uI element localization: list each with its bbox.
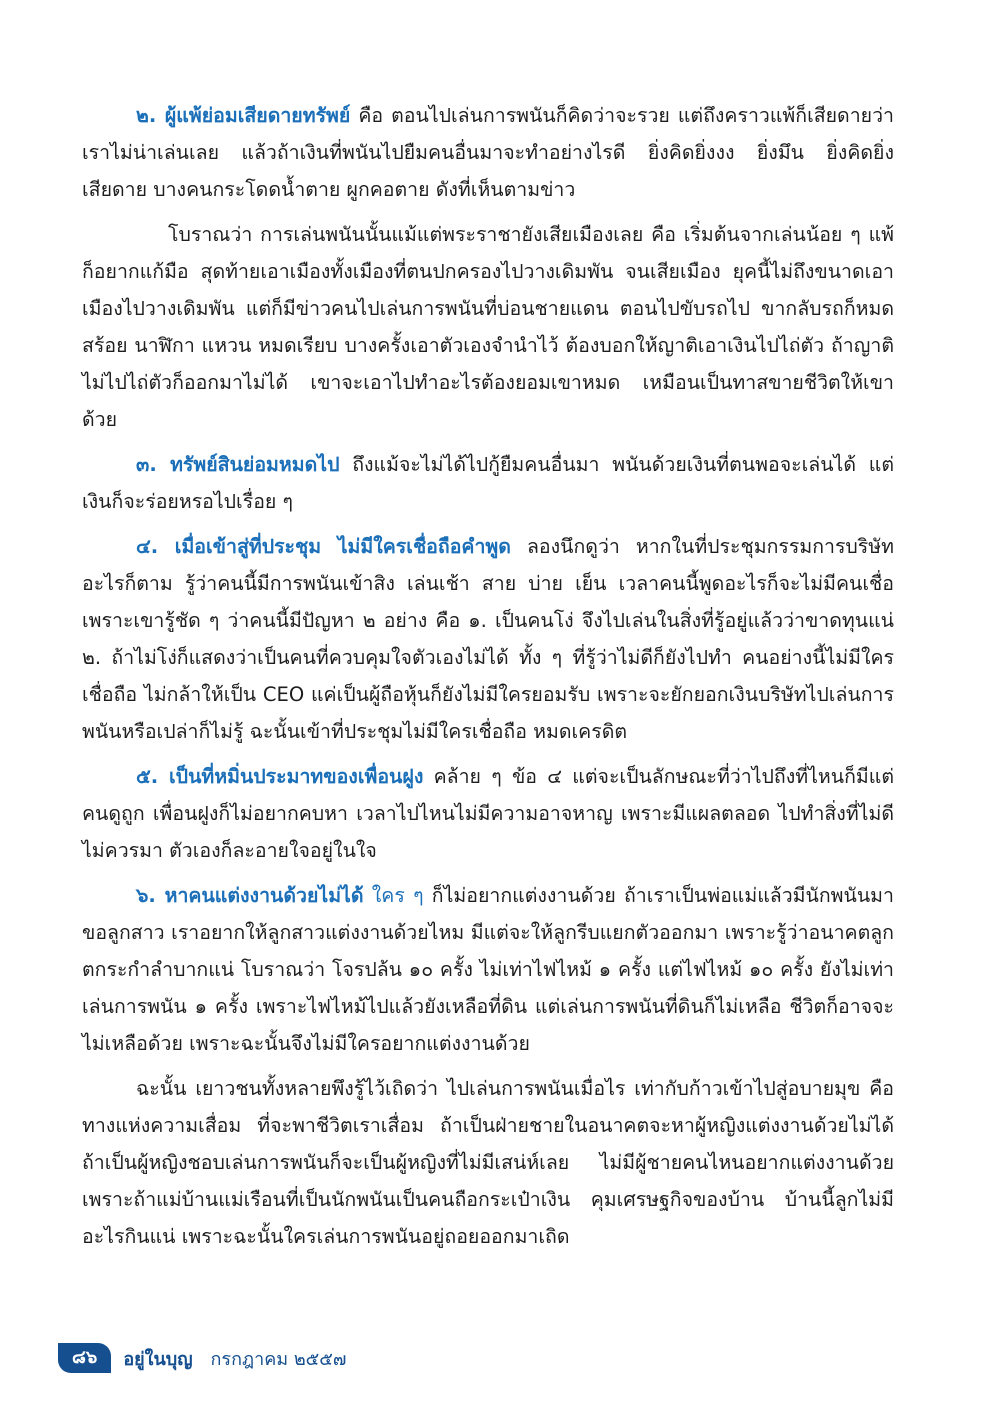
article-body	[82, 97, 894, 1263]
heading-item-5: ๕. เป็นที่หมิ่นประมาทของเพื่อนฝูง	[136, 765, 424, 788]
paragraph-text: โบราณว่า การเล่นพนันนั้นแม้แต่พระราชายังเสียเมืองเลย คือ เริ่มต้นจากเล่นน้อย ๆ แพ้ก็อยากแก้มือ สุดท้ายเอาเมืองทั้งเมืองที่ตนปกครองไปวางเดิมพัน จนเสียเมือง ยุคนี้ไม่ถึงขนาดเอาเมืองไปวางเดิมพัน แต่ก็มีข่าวคนไปเล่นการพนันที่บ่อนชายแดน ตอนไปขับรถไป ขากลับรถก็หมด สร้อย นาฬิกา แหวน หมดเรียบ บางครั้งเอาตัวเองจำนำไว้ ต้องบอกให้ญาติเอาเงินไปไถ่ตัว ถ้าญาติไม่ไปไถ่ตัวก็ออกมาไม่ได้ เขาจะเอาไปทำอะไรต้องยอมเขาหมด เหมือนเป็นทาสขายชีวิตให้เขาด้วย	[82, 223, 894, 431]
paragraph-text: ถึงแม้จะไม่ได้ไปกู้ยืมคนอื่นมา พนันด้วยเงินที่ตนพอจะเล่นได้ แต่เงินก็จะร่อยหรอไปเรื่อย ๆ	[82, 453, 894, 513]
paragraph-text: ก็ไม่อยากแต่งงานด้วย ถ้าเราเป็นพ่อแม่แล้วมีนักพนันมาขอลูกสาว เราอยากให้ลูกสาวแต่งงานด้วยไหม มีแต่จะให้ลูกรีบแยกตัวออกมา เพราะรู้ว่าอนาคตลูกตกระกำลำบากแน่ โบราณว่า โจรปล้น ๑๐ ครั้ง ไม่เท่าไฟไหม้ ๑ ครั้ง แต่ไฟไหม้ ๑๐ ครั้ง ยังไม่เท่าเล่นการพนัน ๑ ครั้ง เพราะไฟไหม้ไปแล้วยังเหลือที่ดิน แต่เล่นการพนันที่ดินก็ไม่เหลือ ชีวิตก็อาจจะไม่เหลือด้วย เพราะฉะนั้นจึงไม่มีใครอยากแต่งงานด้วย	[82, 884, 894, 1055]
heading-item-2: ๒. ผู้แพ้ย่อมเสียดายทรัพย์	[136, 104, 351, 127]
heading-item-3: ๓. ทรัพย์สินย่อมหมดไป	[136, 453, 340, 476]
page-number-badge: ๘๖	[58, 1343, 111, 1373]
paragraph-5	[82, 758, 894, 869]
paragraph-text: ฉะนั้น เยาวชนทั้งหลายพึงรู้ไว้เถิดว่า ไปเล่นการพนันเมื่อไร เท่ากับก้าวเข้าไปสู่อบายมุข คือทางแห่งความเสื่อม ที่จะพาชีวิตเราเสื่อม ถ้าเป็นฝ่ายชายในอนาคตจะหาผู้หญิงแต่งงานด้วยไม่ได้ ถ้าเป็นผู้หญิงชอบเล่นการพนันก็จะเป็นผู้หญิงที่ไม่มีเสน่ห์เลย ไม่มีผู้ชายคนไหนอยากแต่งงานด้วย เพราะถ้าแม่บ้านแม่เรือนที่เป็นนักพนันเป็นคนถือกระเป๋าเงิน คุมเศรษฐกิจของบ้าน บ้านนี้ลูกไม่มีอะไรกินแน่ เพราะฉะนั้นใครเล่นการพนันอยู่ถอยออกมาเถิด	[82, 1077, 894, 1248]
magazine-title: อยู่ในบุญ	[123, 1348, 193, 1370]
heading-item-6-continuation: ใคร ๆ	[363, 884, 424, 907]
issue-date: กรกฎาคม ๒๕๕๗	[210, 1348, 347, 1370]
paragraph-text: คล้าย ๆ ข้อ ๔ แต่จะเป็นลักษณะที่ว่าไปถึงที่ไหนก็มีแต่คนดูถูก เพื่อนฝูงก็ไม่อยากคบหา เวลาไปไหนไม่มีความอาจหาญ เพราะมีแผลตลอด ไปทำสิ่งที่ไม่ดีไม่ควรมา ตัวเองก็ละอายใจอยู่ในใจ	[82, 765, 894, 862]
paragraph-text: คือ ตอนไปเล่นการพนันก็คิดว่าจะรวย แต่ถึงคราวแพ้ก็เสียดายว่า เราไม่น่าเล่นเลย แล้วถ้าเงินที่พนันไปยืมคนอื่นมาจะทำอย่างไรดี ยิ่งคิดยิ่งงง ยิ่งมึน ยิ่งคิดยิ่งเสียดาย บางคนกระโดดน้ำตาย ผูกคอตาย ดังที่เห็นตามข่าว	[82, 104, 894, 201]
paragraph-4	[82, 528, 894, 750]
heading-item-6: ๖. หาคนแต่งงานด้วยไม่ได้	[136, 884, 364, 907]
page-footer	[58, 1343, 346, 1373]
paragraph-6	[82, 877, 894, 1062]
paragraph-text: ลองนึกดูว่า หากในที่ประชุมกรรมการบริษัทอะไรก็ตาม รู้ว่าคนนี้มีการพนันเข้าสิง เล่นเช้า สาย บ่าย เย็น เวลาคนนี้พูดอะไรก็จะไม่มีคนเชื่อ เพราะเขารู้ชัด ๆ ว่าคนนี้มีปัญหา ๒ อย่าง คือ ๑. เป็นคนโง่ จึงไปเล่นในสิ่งที่รู้อยู่แล้วว่าขาดทุนแน่ ๒. ถ้าไม่โง่ก็แสดงว่าเป็นคนที่ควบคุมใจตัวเองไม่ได้ ทั้ง ๆ ที่รู้ว่าไม่ดีก็ยังไปทำ คนอย่างนี้ไม่มีใครเชื่อถือ ไม่กล้าให้เป็น CEO แค่เป็นผู้ถือหุ้นก็ยังไม่มีใครยอมรับ เพราะจะยักยอกเงินบริษัทไปเล่นการพนันหรือเปล่าก็ไม่รู้ ฉะนั้นเข้าที่ประชุมไม่มีใครเชื่อถือ หมดเครดิต	[82, 535, 894, 743]
paragraph-3	[82, 446, 894, 520]
paragraph-ancient-saying	[82, 216, 894, 438]
paragraph-conclusion	[82, 1070, 894, 1255]
paragraph-2	[82, 97, 894, 208]
heading-item-4: ๔. เมื่อเข้าสู่ที่ประชุม ไม่มีใครเชื่อถือคำพูด	[136, 535, 511, 558]
